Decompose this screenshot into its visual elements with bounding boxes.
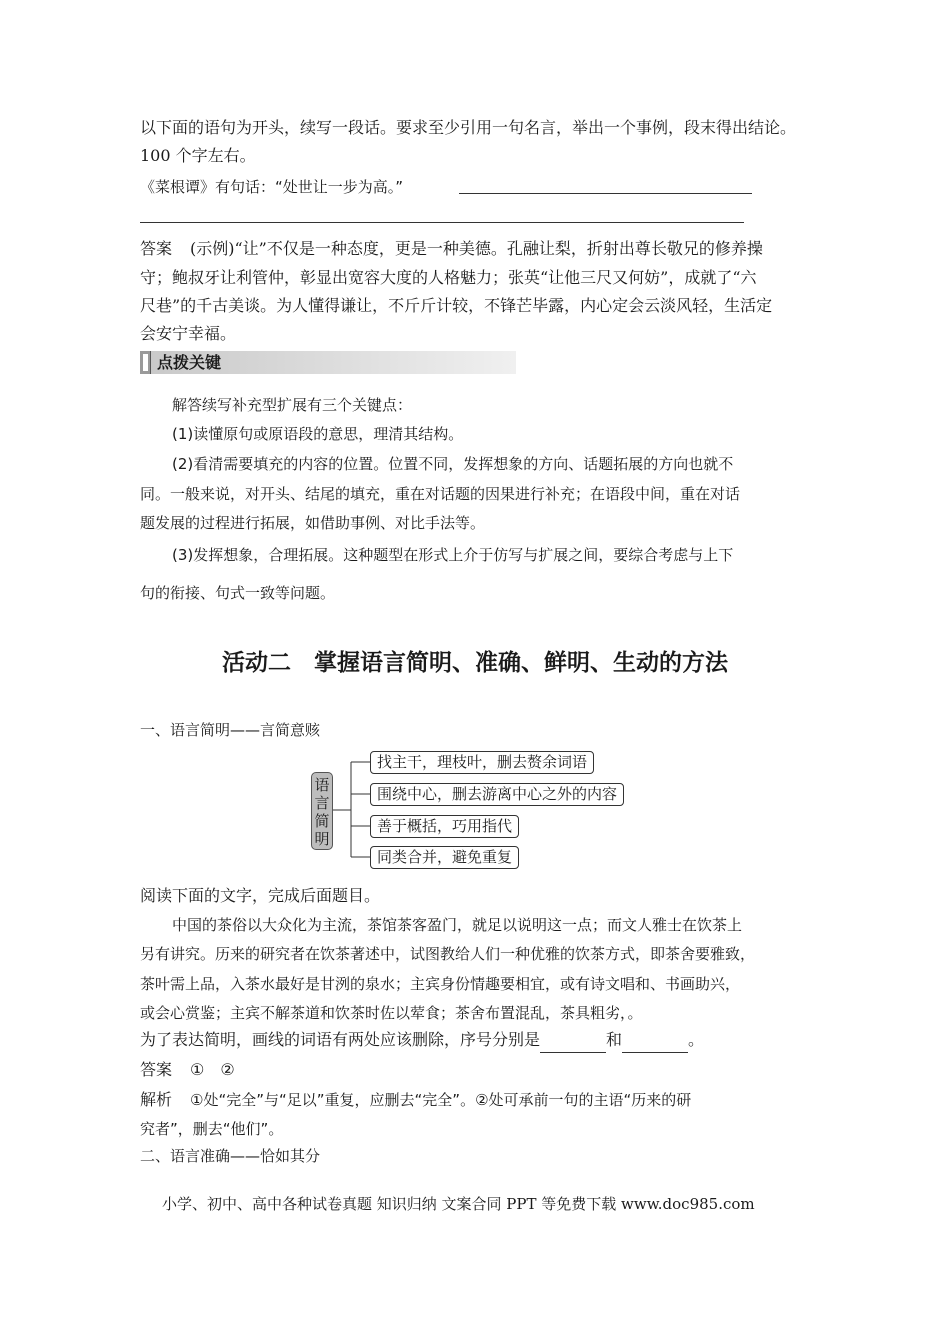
activity-title: 活动二 掌握语言简明、准确、鲜明、生动的方法: [222, 650, 728, 676]
answer-value: ① ②: [190, 1060, 235, 1079]
answer-blank[interactable]: [622, 1034, 688, 1053]
answer-line: 会安宁幸福。: [140, 324, 237, 343]
question-end: 。: [688, 1030, 705, 1049]
analysis-label: 解析: [140, 1090, 173, 1109]
banner-mark-icon: [140, 351, 151, 374]
key-point-line: 句的衔接、句式一致等问题。: [140, 584, 336, 602]
diagram-item: 同类合并，避免重复: [370, 846, 519, 869]
passage-line: 茶叶需上品，入茶水最好是甘洌的泉水；主宾身份情趣要相宜，或有诗文唱和、书画助兴，: [140, 975, 741, 993]
diagram-item: 找主干，理枝叶，删去赘余词语: [370, 751, 594, 774]
answer-blank[interactable]: [540, 1034, 606, 1053]
answer-line: 尺巷”的千古美谈。为人懂得谦让，不斤斤计较，不锋芒毕露，内心定会云淡风轻，生活定: [140, 296, 773, 315]
answer-line: (示例)“让”不仅是一种态度，更是一种美德。孔融让梨，折射出尊长敬兄的修养操: [190, 239, 763, 258]
passage-line: 另有讲究。历来的研究者在饮茶著述中，试图教给人们一种优雅的饮茶方式，即茶舍要雅致，: [140, 945, 756, 963]
instruction: 阅读下面的文字，完成后面题目。: [140, 886, 381, 905]
diagram-connectors: [333, 750, 373, 870]
task-prompt: 《菜根谭》有句话：“处世让一步为高。”: [140, 178, 404, 196]
diagram-item: 善于概括，巧用指代: [370, 815, 519, 838]
banner-title: 点拨关键: [157, 353, 222, 372]
diagram-root-char: 简: [314, 812, 330, 830]
key-point-line: 题发展的过程进行拓展，如借助事例、对比手法等。: [140, 514, 486, 532]
question-and: 和: [606, 1030, 623, 1049]
key-point-line: 同。一般来说，对开头、结尾的填充，重在对话题的因果进行补充；在语段中间，重在对话: [140, 485, 741, 503]
fill-line: [459, 193, 752, 194]
key-point-line: (3)发挥想象，合理拓展。这种题型在形式上介于仿写与扩展之间，要综合考虑与上下: [172, 546, 734, 564]
question: [140, 1027, 704, 1053]
task-line-2: 100 个字左右。: [140, 146, 256, 165]
answer-line: 守；鲍叔牙让利管仲，彰显出宽容大度的人格魅力；张英“让他三尺又何妨”，成就了“六: [140, 268, 757, 287]
page-footer: 小学、初中、高中各种试卷真题 知识归纳 文案合同 PPT 等免费下载 www.doc985.com: [162, 1195, 755, 1213]
analysis-line: ①处“完全”与“足以”重复，应删去“完全”。②处可承前一句的主语“历来的研: [190, 1091, 692, 1109]
passage-line: 或会心赏鉴；主宾不解茶道和饮茶时佐以荤食；茶舍布置混乱，茶具粗劣，。: [140, 1004, 643, 1022]
diagram-item: 围绕中心，删去游离中心之外的内容: [370, 783, 624, 806]
key-point-line: (1)读懂原句或原语段的意思，理清其结构。: [172, 425, 464, 443]
diagram-root-char: 语: [314, 776, 330, 794]
diagram-root-char: 言: [314, 794, 330, 812]
analysis-line: 究者”，删去“他们”。: [140, 1120, 284, 1138]
key-point-line: 解答续写补充型扩展有三个关键点：: [172, 396, 413, 414]
answer-label: 答案: [140, 1060, 173, 1079]
section-heading: 二、语言准确——恰如其分: [140, 1147, 321, 1165]
question-text: 为了表达简明，画线的词语有两处应该删除，序号分别是: [140, 1030, 541, 1049]
section-heading: 一、语言简明——言简意赅: [140, 721, 321, 739]
key-point-line: (2)看清需要填充的内容的位置。位置不同，发挥想象的方向、话题拓展的方向也就不: [172, 455, 734, 473]
fill-line: [140, 222, 744, 223]
passage-line: 中国的茶俗以大众化为主流，茶馆茶客盈门，就足以说明这一点；而文人雅士在饮茶上: [172, 916, 743, 934]
task-line-1: 以下面的语句为开头，续写一段话。要求至少引用一句名言，举出一个事例，段末得出结论。: [140, 118, 797, 137]
diagram-root-char: 明: [314, 830, 330, 848]
answer-label: 答案: [140, 239, 173, 258]
diagram-root: [311, 772, 333, 850]
key-points-banner: [140, 351, 516, 374]
